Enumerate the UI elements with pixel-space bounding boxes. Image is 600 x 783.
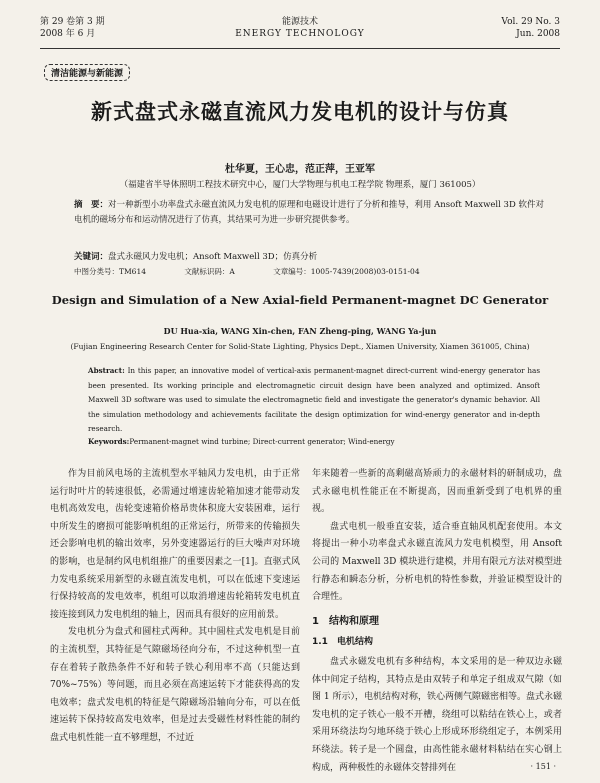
body-column-right: [312, 466, 562, 777]
page-title: 新式盘式永磁直流风力发电机的设计与仿真: [91, 100, 509, 124]
doc-code: 文献标识码：A: [184, 267, 235, 276]
abstract-cn-text: 对一种新型小功率盘式永磁直流风力发电机的原理和电磁设计进行了分析和推导，利用 Ansoft Maxwell 3D 软件对电机的磁场分布和运动情况进行了仿真，其结果可为进一步研究提供参考。: [74, 200, 544, 225]
abstract-cn-label: 摘 要：: [74, 200, 109, 210]
journal-en: ENERGY TECHNOLOGY: [235, 29, 365, 39]
date-en: Jun. 2008: [516, 29, 560, 39]
keywords-en-label: Keywords:: [88, 437, 130, 446]
header-right: [501, 16, 560, 40]
section-heading: 1 结构和原理: [312, 615, 379, 627]
affiliation-en: (Fujian Engineering Research Center for Solid-State Lighting, Physics Dept., Xiamen University, Xiamen 361005, China): [70, 342, 530, 351]
abstract-en-label: Abstract:: [88, 366, 125, 375]
volume-cn: 第 29 卷第 3 期: [40, 17, 105, 27]
authors-cn: 杜华夏，王心忠，范正萍，王亚军: [225, 164, 375, 175]
keywords-cn-text: 盘式永磁风力发电机；Ansoft Maxwell 3D；仿真分析: [108, 252, 318, 262]
clc-number: 中图分类号：TM614: [74, 267, 146, 276]
volume-en: Vol. 29 No. 3: [501, 17, 560, 27]
affiliation-cn: （福建省半导体照明工程技术研究中心，厦门大学物理与机电工程学院 物理系，厦门 361005）: [119, 180, 481, 190]
keywords-cn: [74, 250, 544, 262]
running-header: [40, 14, 560, 49]
header-center: [40, 16, 560, 40]
body-paragraph: 作为目前风电场的主流机型水平轴风力发电机，由于正常运行时叶片的转速很低，必需通过增速齿轮箱加速才能带动发电机高效发电，齿轮变速箱价格昂贵体积庞大安装困难，运行中所发生的磨损可能影响机组的正常运行，所带来的传输损失还会影响电机的输出效率，另外变速器运行的巨大噪声对环境的影响，也是制约风电机组推广的重要因素之一[1]。直驱式风力发电系统采用新型的永磁直流发电机，可以在低速下变速运行保持较高的发电效率，机组可以取消增速齿轮箱转发电机直接连接到风力发电机组的轴上，因而具有很好的应用前景。: [50, 469, 300, 620]
abstract-cn: [74, 198, 544, 228]
body-paragraph: 年来随着一些新的高剩磁高矫顽力的永磁材料的研制成功，盘式永磁电机性能正在不断提高，因而重新受到了电机界的重视。: [312, 469, 562, 515]
journal-cn: 能源技术: [281, 17, 318, 27]
keywords-en-text: Permanent-magnet wind turbine; Direct-current generator; Wind-energy: [129, 437, 395, 446]
article-number: 文章编号：1005-7439(2008)03-0151-04: [273, 267, 420, 276]
body-column-left: [50, 466, 300, 748]
body-paragraph: 发电机分为盘式和圆柱式两种。其中圆柱式发电机是目前的主流机型，其特征是气隙磁场径向分布，不过这种机型一直存在着转子散热条件不好和转子铁心利用率不高（只能达到 70%~75%）等问题，而且必须在高速运转下才能获得高的发电效率；盘式发电机的特征是气隙磁场沿轴向分布，可以在低速运转下保持较高发电效率，但是过去受磁性材料性能的制约盘式电机性能一直不够理想，不过近: [50, 627, 300, 743]
subsection-heading: 1.1 电机结构: [312, 637, 373, 648]
body-paragraph: 盘式电机一般垂直安装，适合垂直轴风机配套使用。本文将提出一种小功率盘式永磁直流风力发电机模型，用 Ansoft 公司的 Maxwell 3D 模块进行建模，并用有限元方法对模型进行静态和瞬态分析，分析电机的特性参数，并验证模型设计的合理性。: [312, 521, 562, 603]
date-cn: 2008 年 6 月: [40, 29, 96, 39]
classification-line: [74, 266, 544, 277]
authors-en: DU Hua-xia, WANG Xin-chen, FAN Zheng-ping, WANG Ya-jun: [163, 326, 437, 336]
body-paragraph: 盘式永磁发电机有多种结构，本文采用的是一种双边永磁体中间定子结构，其特点是由双转子和单定子组成双气隙（如图 1 所示），电机结构对称，铁心两侧气隙磁密相等。盘式永磁发电机的定子铁心一般不开槽，绕组可以粘结在铁心上，或者采用环绕法均匀地环绕于铁心上形成环形绕组定子，本例采用环绕法。转子是一个圆盘，由高性能永磁材料粘结在实心钢上构成，两种极性的永磁体交替排列在: [312, 656, 562, 773]
keywords-en: [88, 437, 540, 446]
keywords-cn-label: 关键词：: [74, 252, 109, 262]
title-en: Design and Simulation of a New Axial-field Permanent-magnet DC Generator: [51, 293, 549, 307]
page-number: · 151 ·: [530, 762, 556, 771]
abstract-en: [88, 364, 540, 437]
abstract-en-text: In this paper, an innovative model of vertical-axis permanent-magnet direct-current wind-energy generator has been presented. Its working principle and electromagnetic circuit design have been analyzed and optimized. Ansoft Maxwell 3D software was used to simulate the electromagnetic field and investigate the generator's dynamic behavior. All the simulation methodology and achievements facilitate the design optimization for wind-energy generator and in-depth research.: [88, 366, 541, 434]
section-badge: 清洁能源与新能源: [44, 64, 130, 81]
